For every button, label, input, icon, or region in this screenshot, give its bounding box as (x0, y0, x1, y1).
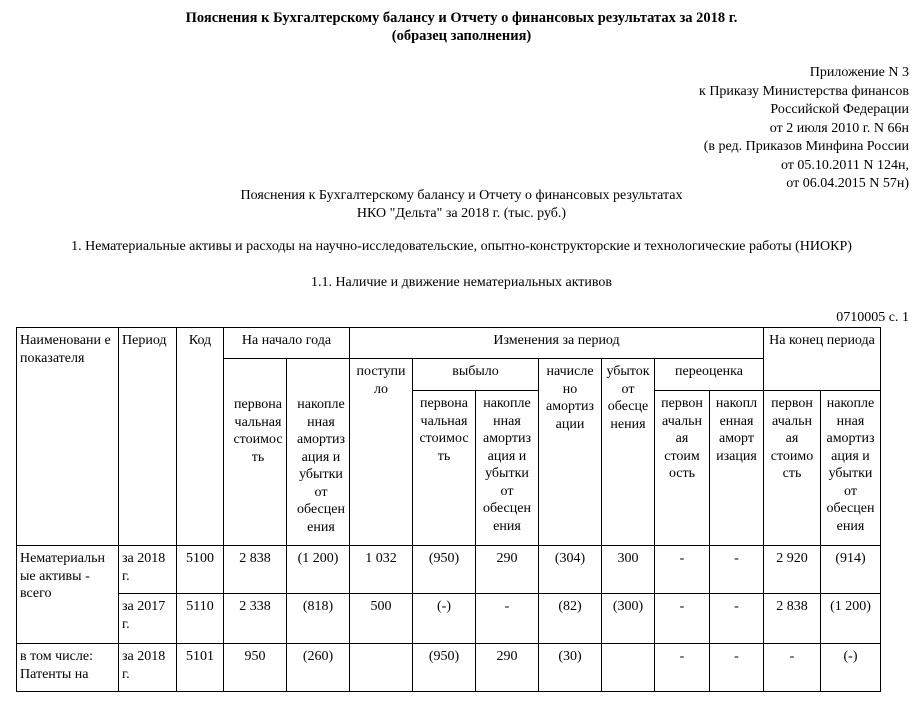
intangible-assets-table (16, 327, 881, 692)
row-period: за 2017 г. (119, 594, 177, 644)
header-amortization: начисле но амортиз ации (539, 359, 602, 546)
cell: (1 200) (821, 594, 881, 644)
header-reval-cost: первон ачальн ая стоим ость (655, 391, 710, 546)
cell: 950 (224, 644, 287, 692)
appendix-line: от 2 июля 2010 г. N 66н (769, 120, 909, 136)
cell: 300 (602, 546, 655, 594)
appendix-line: от 06.04.2015 N 57н) (786, 176, 909, 191)
header-code: Код (177, 328, 224, 546)
header-changes: Изменения за период (350, 328, 764, 359)
cell: 2 338 (224, 594, 287, 644)
cell: (950) (413, 546, 476, 594)
document-title: Пояснения к Бухгалтерскому балансу и Отчету о финансовых результатах за 2018 г. (185, 10, 738, 26)
appendix-block (699, 64, 909, 194)
header-end-amort: накопле нная амортиз ация и убытки от обесцен ения (821, 391, 881, 546)
header-start-cost: первона чальная стоимос ть (233, 397, 283, 465)
report-org-line: НКО "Дельта" за 2018 г. (тыс. руб.) (356, 206, 567, 221)
header-disposed: выбыло (413, 359, 539, 391)
cell (350, 644, 413, 692)
start-subheaders (226, 392, 350, 547)
cell: (818) (287, 594, 350, 644)
header-disposed-cost: первона чальная стоимос ть (413, 391, 476, 546)
cell: - (655, 644, 710, 692)
cell: - (710, 594, 764, 644)
appendix-line: к Приказу Министерства финансов (699, 83, 909, 99)
cell: (-) (821, 644, 881, 692)
row-code: 5110 (177, 594, 224, 644)
cell: - (764, 644, 821, 692)
cell: (30) (539, 644, 602, 692)
document-subtitle: (образец заполнения) (391, 28, 532, 44)
header-reval-amort: накопл енная аморт изация (710, 391, 764, 546)
cell: - (655, 594, 710, 644)
header-end-of-period: На конец периода (764, 328, 881, 391)
cell: 500 (350, 594, 413, 644)
cell (602, 644, 655, 692)
cell: 290 (476, 546, 539, 594)
header-name: Наименовани е показателя (17, 328, 119, 546)
cell: (914) (821, 546, 881, 594)
header-period: Период (119, 328, 177, 546)
cell: (300) (602, 594, 655, 644)
header-received: поступи ло (350, 359, 413, 546)
header-revaluation: переоценка (655, 359, 764, 391)
row-code: 5101 (177, 644, 224, 692)
cell: 2 838 (764, 594, 821, 644)
form-code: 0710005 с. 1 (836, 310, 909, 325)
cell: - (655, 546, 710, 594)
cell: - (710, 644, 764, 692)
cell: 2 838 (224, 546, 287, 594)
header-disposed-amort: накопле нная амортиз ация и убытки от обесцен ения (476, 391, 539, 546)
row-name: в том числе: Патенты на (17, 644, 119, 692)
cell: 2 920 (764, 546, 821, 594)
row-code: 5100 (177, 546, 224, 594)
cell: (260) (287, 644, 350, 692)
section-1-1-heading: 1.1. Наличие и движение нематериальных активов (310, 275, 613, 290)
appendix-line: Российской Федерации (770, 102, 909, 117)
row-period: за 2018 г. (119, 644, 177, 692)
header-start-amort: накопле нная амортиз ация и убытки от обесцен ения (296, 397, 346, 535)
header-end-cost: первон ачальн ая стоимо сть (764, 391, 821, 546)
appendix-line: (в ред. Приказов Минфина России (703, 139, 909, 154)
row-name: Нематериальн ые активы - всего (17, 546, 119, 644)
cell: (82) (539, 594, 602, 644)
cell: 1 032 (350, 546, 413, 594)
row-period: за 2018 г. (119, 546, 177, 594)
cell: (-) (413, 594, 476, 644)
appendix-line: от 05.10.2011 N 124н, (780, 157, 909, 173)
section-1-heading: 1. Нематериальные активы и расходы на научно-исследовательские, опытно-конструкторские и технологические работы (НИОКР) (71, 239, 852, 254)
cell: (950) (413, 644, 476, 692)
report-heading: Пояснения к Бухгалтерскому балансу и Отчету о финансовых результатах (240, 188, 683, 203)
cell: (304) (539, 546, 602, 594)
appendix-line: Приложение N 3 (809, 65, 909, 80)
cell: (1 200) (287, 546, 350, 594)
header-impairment: убыток от обесце нения (602, 359, 655, 546)
cell: 290 (476, 644, 539, 692)
header-start-of-year: На начало года (224, 328, 350, 359)
cell: - (476, 594, 539, 644)
cell: - (710, 546, 764, 594)
